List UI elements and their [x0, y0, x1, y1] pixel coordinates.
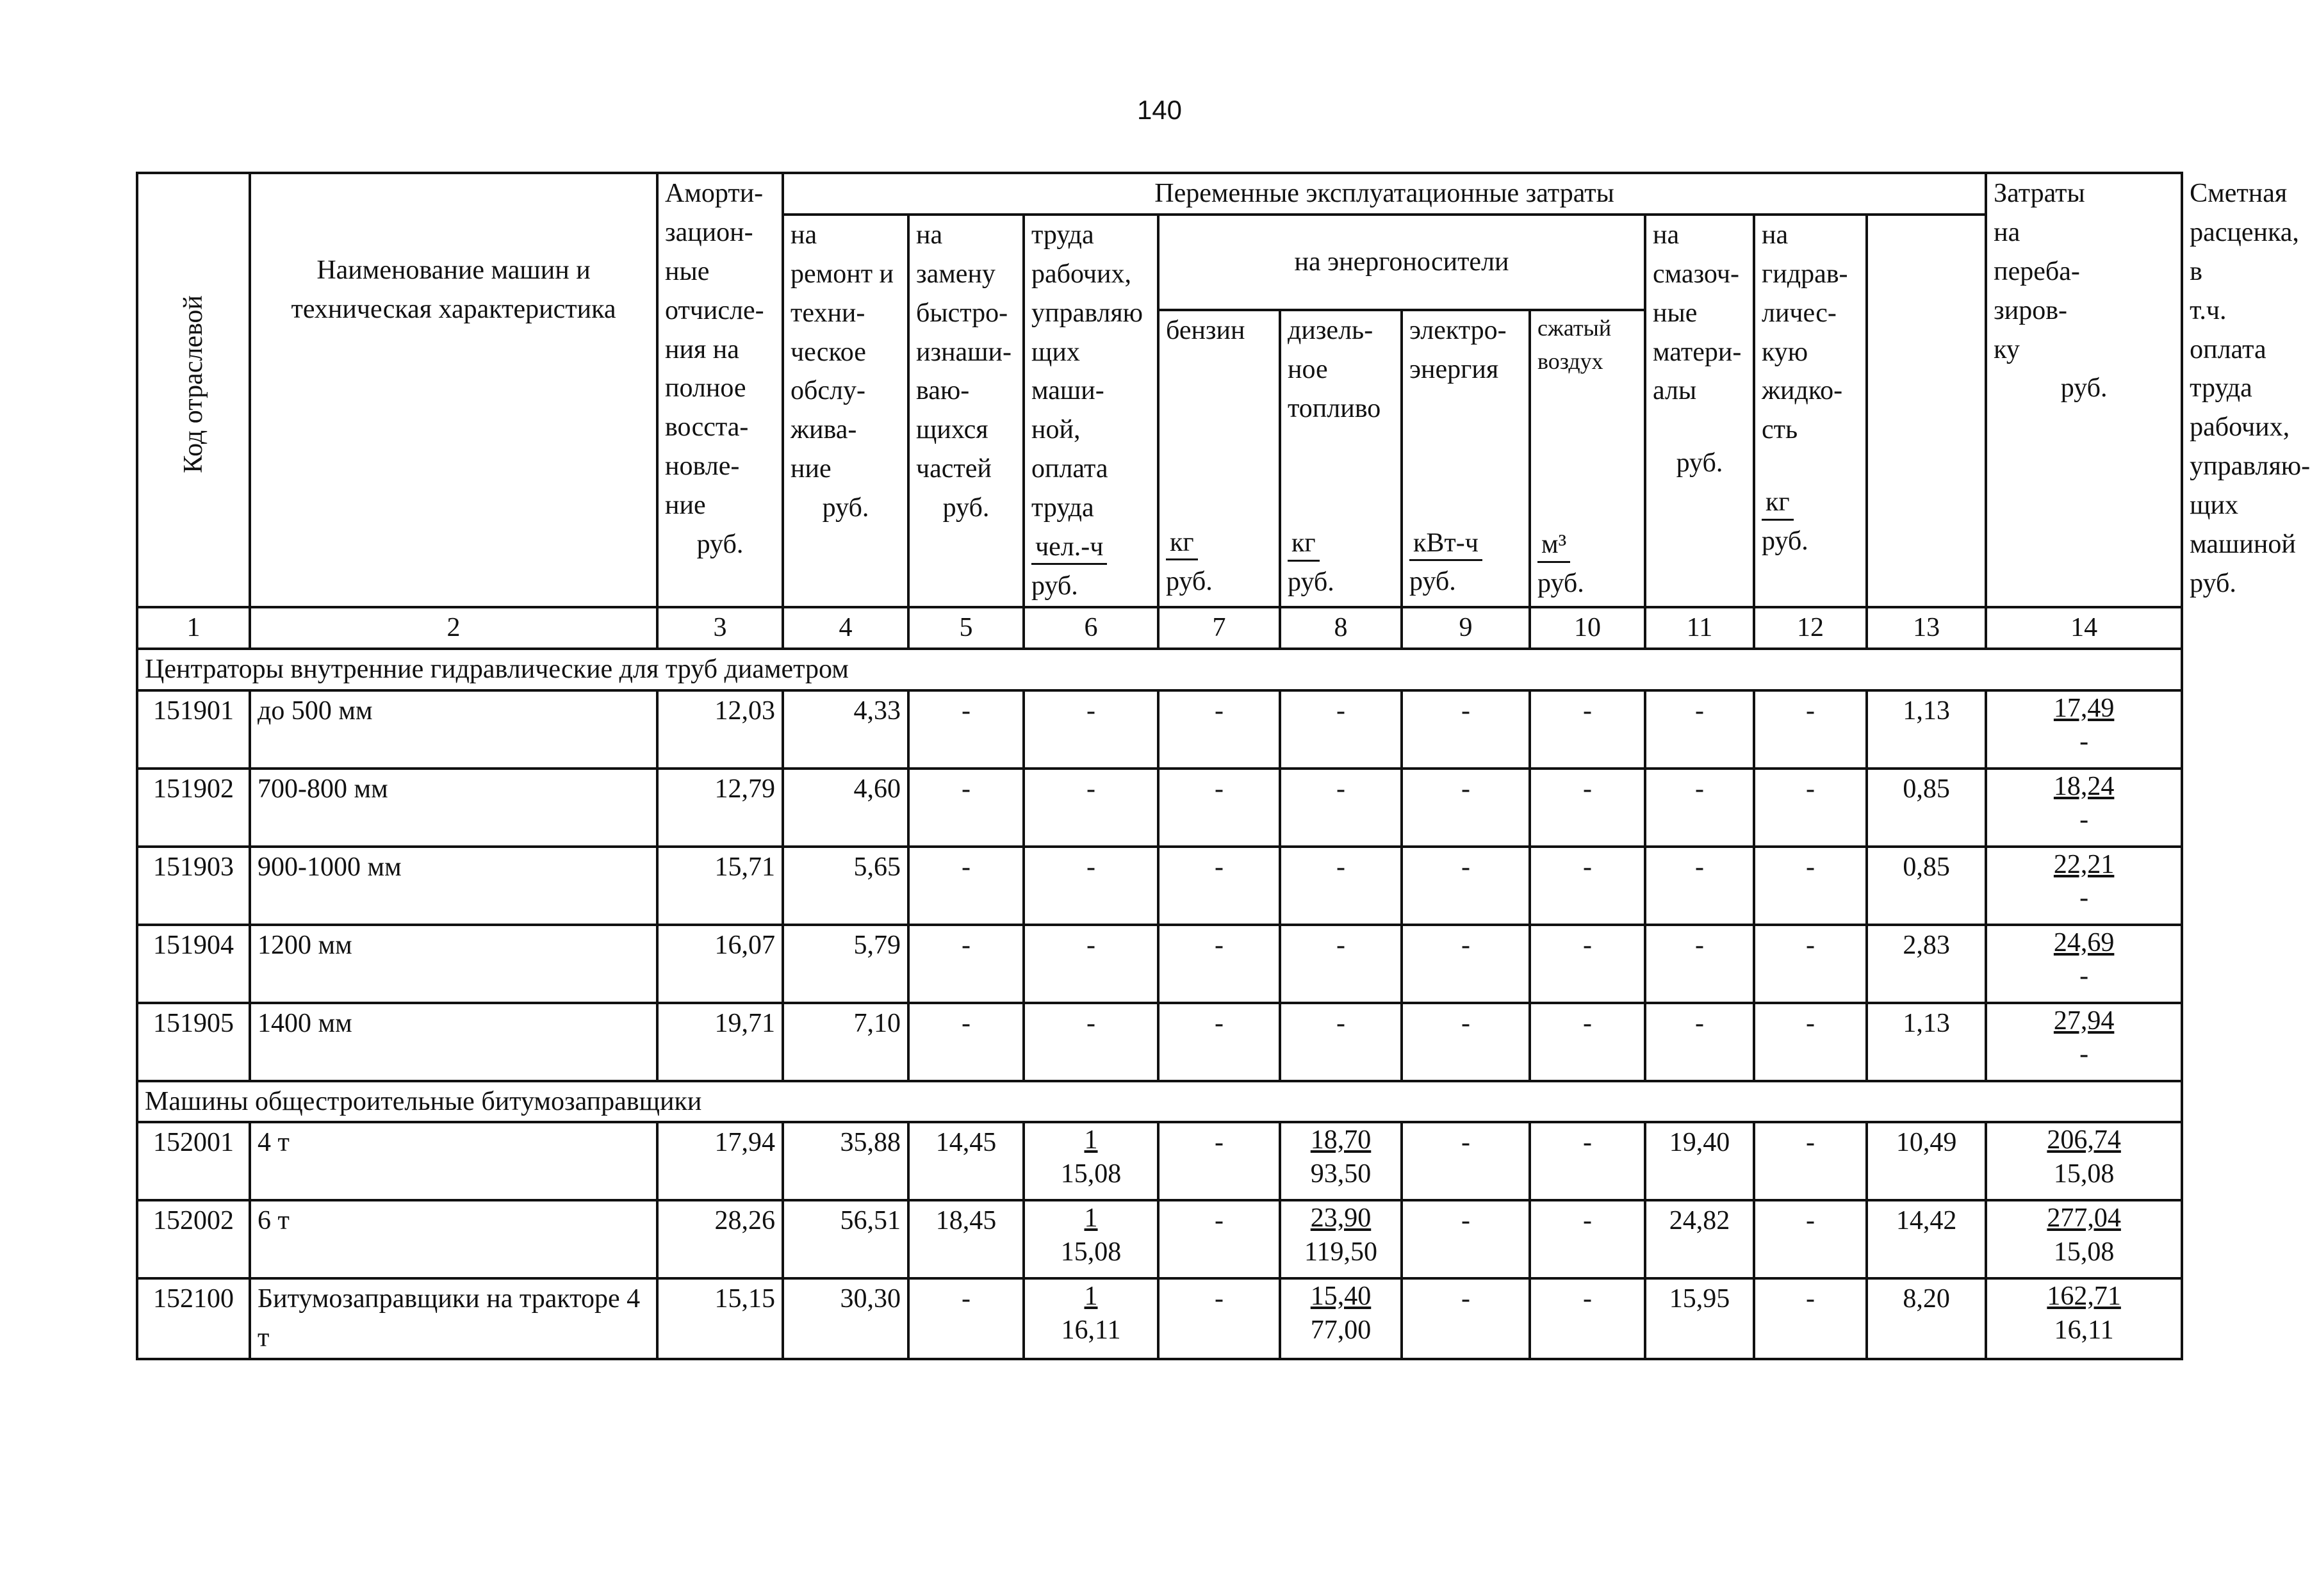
row-relocation: 10,49 [1867, 1122, 1986, 1200]
row-diesel: - [1280, 925, 1402, 1003]
row-labor [1024, 1200, 1158, 1278]
row-code: 152100 [137, 1278, 250, 1359]
row-repair: 35,88 [783, 1122, 908, 1200]
hydraulic-header: на гидрав- личес- кую жидко- сть кг руб. [1754, 215, 1867, 607]
header-line: на [1762, 220, 1789, 250]
header-line: щих [1031, 337, 1080, 367]
row-relocation: 8,20 [1867, 1278, 1986, 1359]
row-amort: 12,03 [657, 690, 783, 769]
fraction-top: 1 [1084, 1203, 1098, 1234]
row-relocation: 1,13 [1867, 690, 1986, 769]
fraction-top: 18,24 [2053, 771, 2115, 801]
machine-cost-table [136, 172, 2311, 1360]
row-name: 1400 мм [250, 1003, 657, 1081]
row-estimate [1986, 925, 2182, 1003]
column-number: 10 [1530, 607, 1645, 649]
air-header: сжатый воздух м³ руб. [1530, 310, 1645, 607]
row-repair: 30,30 [783, 1278, 908, 1359]
header-line: кую [1762, 337, 1808, 367]
column-number: 11 [1645, 607, 1754, 649]
header-line: обслу- [791, 376, 865, 406]
header-line: быстро- [916, 298, 1008, 328]
row-code: 151902 [137, 769, 250, 847]
section-title-row [137, 649, 2182, 690]
row-replace: - [908, 925, 1024, 1003]
header-line: управляю [1031, 298, 1143, 328]
row-air: - [1530, 847, 1645, 925]
row-code: 151903 [137, 847, 250, 925]
row-air: - [1530, 769, 1645, 847]
header-line: ние [791, 454, 832, 484]
header-line: ваю- [916, 376, 970, 406]
row-code: 152002 [137, 1200, 250, 1278]
table-row [137, 690, 2182, 769]
row-name: 900-1000 мм [250, 847, 657, 925]
header-line: ное [1288, 354, 1328, 384]
fraction-bottom: 15,08 [2053, 1237, 2115, 1267]
row-estimate [1986, 1003, 2182, 1081]
row-repair: 56,51 [783, 1200, 908, 1278]
row-replace: - [908, 769, 1024, 847]
header-line: щихся [916, 415, 988, 445]
table-row [137, 847, 2182, 925]
header-line: новле- [665, 452, 740, 482]
repair-header: на ремонт и техни- ческое обслу- жива- ние руб. [783, 215, 908, 607]
labor-header: труда рабочих, управляю щих маши- ной, оплата труда чел.-ч руб. [1024, 215, 1158, 607]
column-number: 8 [1280, 607, 1402, 649]
fraction-bottom: 16,11 [1061, 1315, 1121, 1345]
header-line: переба- [1994, 256, 2080, 286]
header-line: топливо [1288, 393, 1381, 423]
header-line: ку [1994, 334, 2020, 364]
header-line: частей [916, 454, 992, 484]
row-labor: - [1024, 1003, 1158, 1081]
header-line: на [1994, 217, 2020, 247]
column-number: 4 [783, 607, 908, 649]
row-air: - [1530, 1003, 1645, 1081]
row-lube: - [1645, 690, 1754, 769]
row-relocation: 1,13 [1867, 1003, 1986, 1081]
row-estimate [1986, 1200, 2182, 1278]
fraction-top: 15,40 [1310, 1282, 1372, 1312]
row-amort: 15,15 [657, 1278, 783, 1359]
header-line: замену [916, 259, 996, 289]
row-name: Битумозаправщики на тракторе 4 т [250, 1278, 657, 1359]
relocation-header: Затраты на переба- зиров- ку руб. [1986, 173, 2182, 607]
row-name: 1200 мм [250, 925, 657, 1003]
table-row [137, 925, 2182, 1003]
fraction-bottom: 15,08 [2053, 1159, 2115, 1189]
code-header: Код отраслевой [137, 173, 250, 607]
row-diesel: - [1280, 769, 1402, 847]
row-replace: - [908, 1003, 1024, 1081]
row-replace: - [908, 1278, 1024, 1359]
fraction-bottom: 15,08 [1060, 1159, 1122, 1189]
row-code: 152001 [137, 1122, 250, 1200]
row-amort: 16,07 [657, 925, 783, 1003]
row-repair: 5,79 [783, 925, 908, 1003]
header-line: воздух [1537, 348, 1603, 374]
replace-header: на замену быстро- изнаши- ваю- щихся частей руб. [908, 215, 1024, 607]
row-relocation: 2,83 [1867, 925, 1986, 1003]
lube-header: на смазоч- ные матери- алы руб. [1645, 215, 1754, 607]
fraction-top: 18,70 [1310, 1125, 1372, 1155]
row-name: 6 т [250, 1200, 657, 1278]
page-number: 140 [1136, 95, 1183, 125]
column-number-row [137, 607, 2182, 649]
row-electric: - [1402, 1003, 1530, 1081]
fraction-bottom: - [2079, 727, 2089, 757]
row-name: до 500 мм [250, 690, 657, 769]
row-diesel: - [1280, 1003, 1402, 1081]
row-labor: - [1024, 847, 1158, 925]
row-repair: 7,10 [783, 1003, 908, 1081]
table-row [137, 1122, 2182, 1200]
row-petrol: - [1158, 1278, 1280, 1359]
header-line: ные [1653, 298, 1698, 328]
row-diesel: - [1280, 690, 1402, 769]
row-estimate [1986, 769, 2182, 847]
column-number: 5 [908, 607, 1024, 649]
header-line: техни- [791, 298, 865, 328]
petrol-header: бензин кг руб. [1158, 310, 1280, 607]
row-estimate [1986, 847, 2182, 925]
column-number: 9 [1402, 607, 1530, 649]
fraction-bottom: 77,00 [1310, 1315, 1372, 1345]
row-repair: 4,33 [783, 690, 908, 769]
header-line: гидрав- [1762, 259, 1848, 289]
row-hydraulic: - [1754, 769, 1867, 847]
fraction-top: 277,04 [2047, 1203, 2121, 1234]
row-replace: 14,45 [908, 1122, 1024, 1200]
row-repair: 4,60 [783, 769, 908, 847]
row-diesel [1280, 1278, 1402, 1359]
row-diesel [1280, 1200, 1402, 1278]
row-replace: - [908, 847, 1024, 925]
row-relocation: 0,85 [1867, 847, 1986, 925]
name-header: Наименование машин и техническая характеристика [250, 173, 657, 607]
fraction-bottom: - [2079, 1039, 2089, 1070]
row-electric: - [1402, 690, 1530, 769]
fraction-top: 27,94 [2053, 1006, 2115, 1036]
header-line: сжатый [1537, 314, 1612, 341]
fraction-bottom: - [2079, 961, 2089, 991]
fraction-top: 1 [1084, 1282, 1098, 1312]
fraction-top: 206,74 [2047, 1125, 2121, 1155]
column-number: 14 [1986, 607, 2182, 649]
fraction-bottom: 119,50 [1304, 1237, 1377, 1267]
header-line: смазоч- [1653, 259, 1739, 289]
row-repair: 5,65 [783, 847, 908, 925]
row-lube: - [1645, 925, 1754, 1003]
table-row [137, 1200, 2182, 1278]
header-line: дизель- [1288, 315, 1373, 345]
row-relocation: 14,42 [1867, 1200, 1986, 1278]
section-title-row [137, 1081, 2182, 1123]
table-row [137, 1003, 2182, 1081]
row-estimate [1986, 1278, 2182, 1359]
row-diesel: - [1280, 847, 1402, 925]
row-estimate [1986, 1122, 2182, 1200]
row-electric: - [1402, 1278, 1530, 1359]
section-title: Центраторы внутренние гидравлические для труб диаметром [137, 649, 2182, 690]
header-line: Затраты [1994, 179, 2085, 208]
header-line: на [791, 220, 817, 250]
row-hydraulic: - [1754, 1122, 1867, 1200]
table-row [137, 769, 2182, 847]
fraction-top: 23,90 [1310, 1203, 1372, 1234]
row-replace: 18,45 [908, 1200, 1024, 1278]
row-code: 151901 [137, 690, 250, 769]
column-number: 6 [1024, 607, 1158, 649]
row-electric: - [1402, 847, 1530, 925]
header-line: личес- [1762, 298, 1837, 328]
row-air: - [1530, 1122, 1645, 1200]
table-row [137, 1278, 2182, 1359]
energy-header: на энергоносители [1158, 215, 1645, 310]
row-labor [1024, 1278, 1158, 1359]
row-name: 700-800 мм [250, 769, 657, 847]
row-name: 4 т [250, 1122, 657, 1200]
header-line: Аморти- [665, 179, 764, 208]
header-line: изнаши- [916, 337, 1012, 367]
fraction-top: 162,71 [2047, 1282, 2121, 1312]
row-amort: 19,71 [657, 1003, 783, 1081]
header-line: восста- [665, 412, 749, 443]
row-estimate [1986, 690, 2182, 769]
header-line: зацион- [665, 217, 753, 247]
row-lube: - [1645, 769, 1754, 847]
header-line: матери- [1653, 337, 1742, 367]
fraction-top: 22,21 [2053, 849, 2115, 879]
row-petrol: - [1158, 847, 1280, 925]
row-lube: - [1645, 1003, 1754, 1081]
row-labor: - [1024, 925, 1158, 1003]
row-electric: - [1402, 925, 1530, 1003]
row-electric: - [1402, 1200, 1530, 1278]
row-petrol: - [1158, 1122, 1280, 1200]
fraction-top: 1 [1084, 1125, 1098, 1155]
header-line: труда [1031, 493, 1094, 523]
header-line: зиров- [1994, 295, 2068, 325]
fraction-bottom: 93,50 [1310, 1159, 1372, 1189]
fraction-top: 17,49 [2053, 693, 2115, 723]
row-air: - [1530, 925, 1645, 1003]
column-number: 3 [657, 607, 783, 649]
row-amort: 15,71 [657, 847, 783, 925]
row-amort: 28,26 [657, 1200, 783, 1278]
row-hydraulic: - [1754, 690, 1867, 769]
header-line: маши- [1031, 376, 1104, 406]
electric-header: электро- энергия кВт-ч руб. [1402, 310, 1530, 607]
header-line: сть [1762, 415, 1798, 445]
column-number: 7 [1158, 607, 1280, 649]
row-hydraulic: - [1754, 1003, 1867, 1081]
row-hydraulic: - [1754, 1200, 1867, 1278]
fraction-bottom: 16,11 [2054, 1315, 2114, 1345]
row-lube: 15,95 [1645, 1278, 1754, 1359]
row-air: - [1530, 690, 1645, 769]
header-line: электро- [1409, 315, 1507, 345]
row-electric: - [1402, 769, 1530, 847]
header-line: алы [1653, 376, 1697, 406]
row-petrol: - [1158, 925, 1280, 1003]
row-diesel [1280, 1122, 1402, 1200]
row-petrol: - [1158, 1200, 1280, 1278]
header-row-1: Код отраслевой Наименование машин и техническая характеристика Аморти- зацион- ные отчисле- ния на полное восста- новле- ние руб. Переменные эксплуатационные затраты Затраты на переба- зиров- ку руб. Сметная расценка, в т.ч. оплата труда рабочих, управляю- щих машиной руб. [137, 173, 2182, 215]
row-labor [1024, 1122, 1158, 1200]
row-air: - [1530, 1200, 1645, 1278]
row-lube: - [1645, 847, 1754, 925]
row-code: 151905 [137, 1003, 250, 1081]
fraction-top: 24,69 [2053, 927, 2115, 957]
header-line: оплата [1031, 454, 1108, 484]
header-line: отчисле- [665, 295, 764, 325]
header-line: на [1653, 220, 1680, 250]
row-petrol: - [1158, 1003, 1280, 1081]
header-line: ческое [791, 337, 866, 367]
column-number: 12 [1754, 607, 1867, 649]
row-labor: - [1024, 769, 1158, 847]
header-line: жива- [791, 415, 857, 445]
row-replace: - [908, 690, 1024, 769]
fraction-bottom: 15,08 [1060, 1237, 1122, 1267]
row-relocation: 0,85 [1867, 769, 1986, 847]
amort-header: Аморти- зацион- ные отчисле- ния на полное восста- новле- ние руб. [657, 173, 783, 607]
row-petrol: - [1158, 690, 1280, 769]
row-hydraulic: - [1754, 925, 1867, 1003]
column-number: 2 [250, 607, 657, 649]
fraction-bottom: - [2079, 805, 2089, 835]
row-hydraulic: - [1754, 847, 1867, 925]
row-petrol: - [1158, 769, 1280, 847]
row-lube: 24,82 [1645, 1200, 1754, 1278]
row-amort: 17,94 [657, 1122, 783, 1200]
fraction-bottom: - [2079, 883, 2089, 913]
row-amort: 12,79 [657, 769, 783, 847]
header-line: полное [665, 373, 746, 403]
header-line: ремонт и [791, 259, 894, 289]
column-number: 1 [137, 607, 250, 649]
row-hydraulic: - [1754, 1278, 1867, 1359]
header-line: энергия [1409, 354, 1499, 384]
row-lube: 19,40 [1645, 1122, 1754, 1200]
header-line: жидко- [1762, 376, 1843, 406]
section-title: Машины общестроительные битумозаправщики [137, 1081, 2182, 1123]
diesel-header: дизель- ное топливо кг руб. [1280, 310, 1402, 607]
column-number: 13 [1867, 607, 1986, 649]
row-electric: - [1402, 1122, 1530, 1200]
header-line: ные [665, 256, 710, 286]
variable-costs-header: Переменные эксплуатационные затраты [783, 173, 1986, 215]
header-line: труда [1031, 220, 1094, 250]
header-line: на [916, 220, 943, 250]
row-air: - [1530, 1278, 1645, 1359]
header-line: ной, [1031, 415, 1081, 445]
header-line: ние [665, 491, 706, 521]
header-line: ния на [665, 334, 739, 364]
header-line: рабочих, [1031, 259, 1132, 289]
row-labor: - [1024, 690, 1158, 769]
row-code: 151904 [137, 925, 250, 1003]
